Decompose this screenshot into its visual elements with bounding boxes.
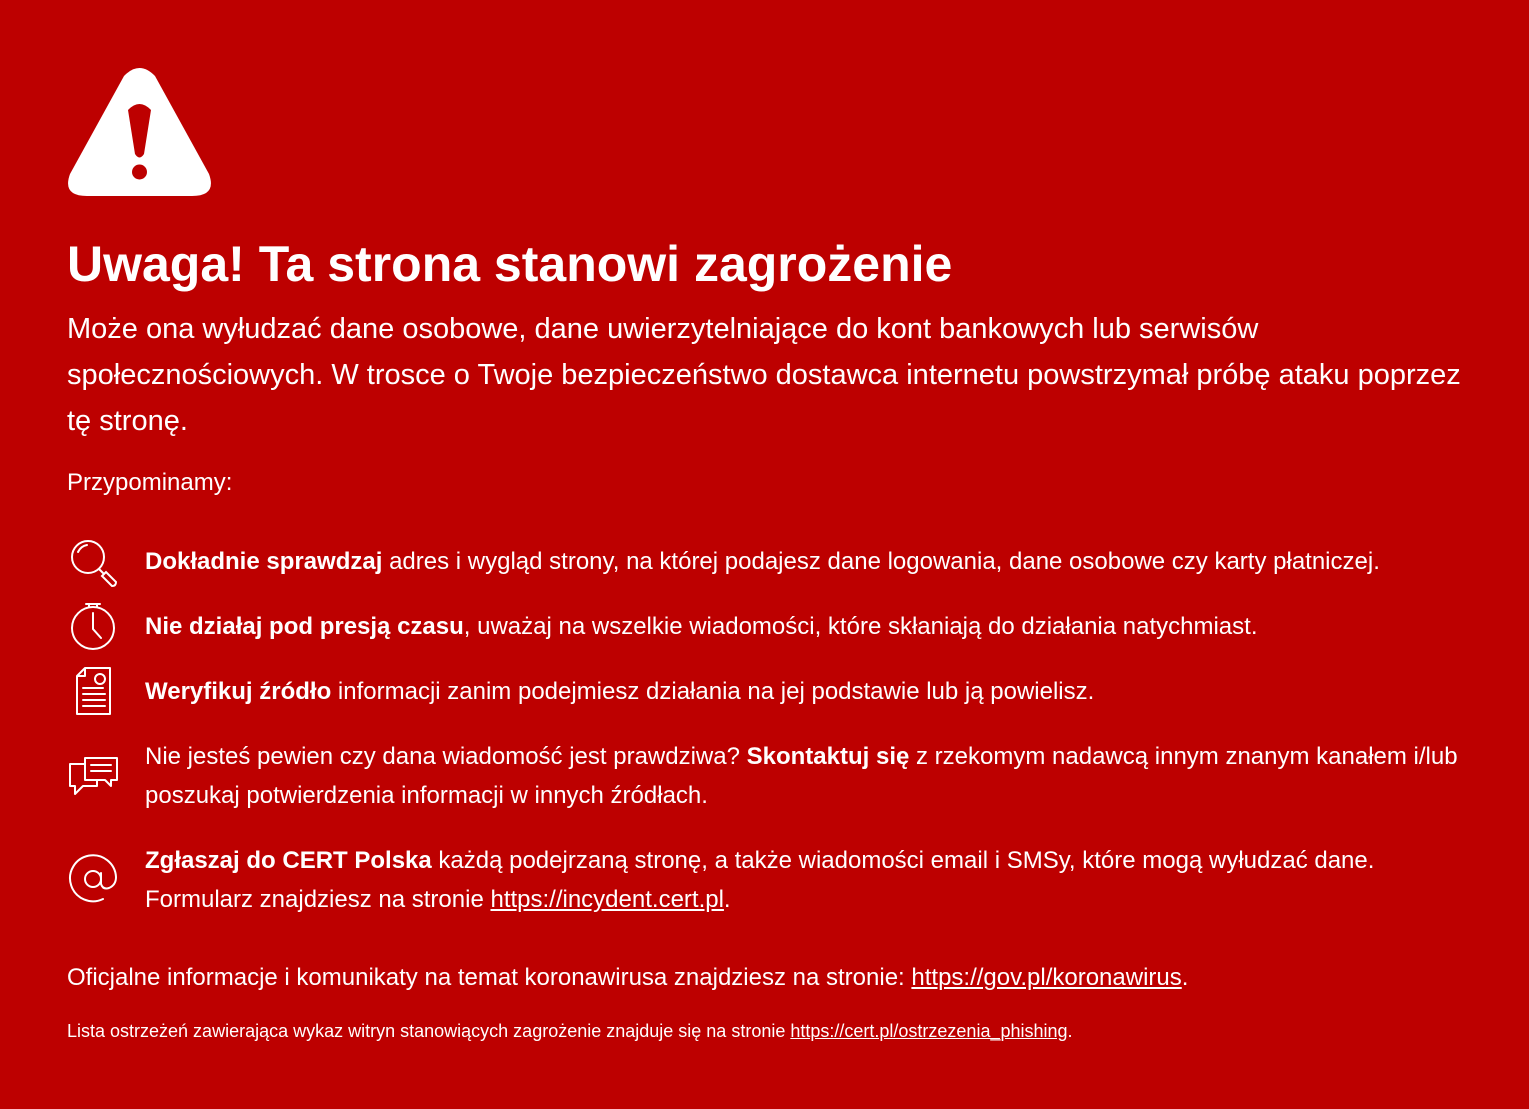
- page-title: Uwaga! Ta strona stanowi zagrożenie: [67, 236, 953, 292]
- chat-bubbles-icon: [67, 750, 119, 802]
- warning-triangle-icon: [66, 66, 213, 198]
- tip-no-time-pressure: Nie działaj pod presją czasu, uważaj na wszelkie wiadomości, które skłaniają do działania natychmiast.: [145, 613, 1258, 640]
- reminder-label: Przypominamy:: [67, 469, 233, 496]
- koronawirus-link[interactable]: https://gov.pl/koronawirus: [911, 964, 1182, 991]
- tip-bold: Nie działaj pod presją czasu: [145, 613, 464, 640]
- phishing-list-note: Lista ostrzeżeń zawierająca wykaz witryn stanowiących zagrożenie znajduje się na stronie https://cert.pl/ostrzezenia_phishing.: [67, 1021, 1073, 1041]
- tip-report-cert: Zgłaszaj do CERT Polska każdą podejrzaną stronę, a także wiadomości email i SMSy, które mogą wyłudzać dane. Formularz znajdziesz na stronie https://incydent.cert.pl.: [145, 847, 1375, 913]
- phishing-list-link[interactable]: https://cert.pl/ostrzezenia_phishing: [790, 1021, 1068, 1041]
- magnifier-icon: [67, 537, 119, 589]
- covid-info: Oficjalne informacje i komunikaty na temat koronawirusa znajdziesz na stronie: https://gov.pl/koronawirus.: [67, 964, 1189, 991]
- tip-bold: Zgłaszaj do CERT Polska: [145, 847, 432, 874]
- tip-verify-source: Weryfikuj źródło informacji zanim podejmiesz działania na jej podstawie lub ją powielisz.: [145, 678, 1095, 705]
- tip-bold: Skontaktuj się: [746, 743, 910, 770]
- stopwatch-icon: [67, 600, 119, 652]
- intro-text: Może ona wyłudzać dane osobowe, dane uwierzytelniające do kont bankowych lub serwisów społecznościowych. W trosce o Twoje bezpieczeństwo dostawca internetu powstrzymał próbę ataku poprzez tę stronę.: [67, 313, 1461, 437]
- incydent-link[interactable]: https://incydent.cert.pl: [490, 886, 724, 913]
- document-icon: [67, 666, 119, 718]
- tip-bold: Weryfikuj źródło: [145, 678, 332, 705]
- tip-check-address: Dokładnie sprawdzaj adres i wygląd strony, na której podajesz dane logowania, dane osobowe czy karty płatniczej.: [145, 548, 1380, 575]
- at-sign-icon: [67, 853, 119, 905]
- tip-contact-sender: Nie jesteś pewien czy dana wiadomość jest prawdziwa? Skontaktuj się z rzekomym nadawcą innym znanym kanałem i/lub poszukaj potwierdzenia informacji w innych źródłach.: [145, 743, 1458, 809]
- tip-bold: Dokładnie sprawdzaj: [145, 548, 383, 575]
